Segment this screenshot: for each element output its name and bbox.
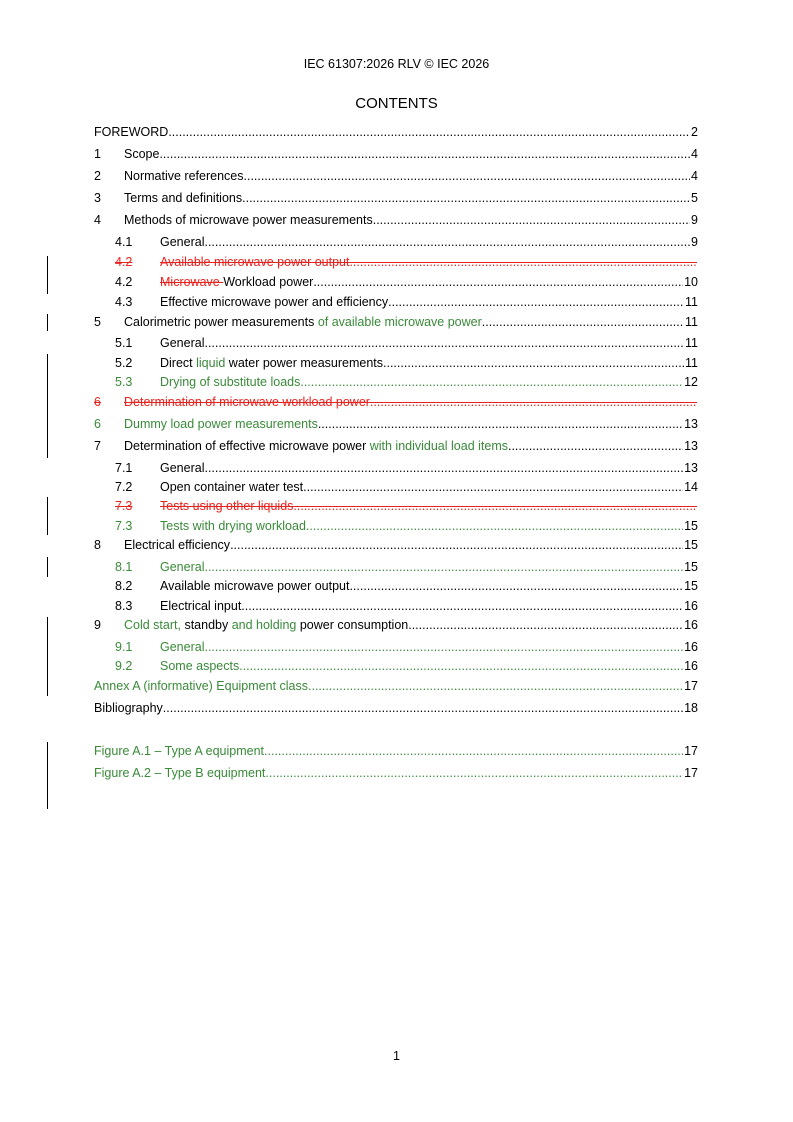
toc-entry-4-2[interactable]	[94, 274, 698, 290]
toc-page-number: 10	[684, 275, 698, 289]
toc-entry-title: Some aspects	[160, 659, 240, 673]
toc-entry-8-3[interactable]	[94, 598, 698, 614]
change-bar	[47, 617, 48, 696]
toc-entry-5[interactable]	[94, 314, 698, 330]
toc-entry-number: 8.1	[115, 560, 133, 574]
toc-entry-annex-a[interactable]	[94, 678, 698, 694]
toc-entry-figure-a-2[interactable]	[94, 765, 698, 781]
toc-entry-number: 7.1	[115, 461, 133, 475]
toc-entry-title: Determination of microwave workload power	[124, 395, 370, 409]
toc-entry-title-part: water power measurements	[225, 356, 384, 370]
toc-entry-title-part: Direct	[160, 356, 197, 370]
toc-entry-number: 4.2	[115, 275, 133, 289]
toc-page-number: 13	[684, 461, 698, 475]
toc-entry-title-part: power consumption	[296, 618, 409, 632]
toc-entry-title: General	[160, 560, 205, 574]
toc-entry-7-2[interactable]	[94, 479, 698, 495]
toc-page-number: 18	[684, 701, 698, 715]
toc-entry-8-1[interactable]	[94, 559, 698, 575]
deleted-text: Microwave	[160, 275, 224, 289]
toc-entry-title: FOREWORD	[94, 125, 169, 139]
toc-entry-title	[124, 617, 408, 633]
toc-page-number: 16	[684, 618, 698, 632]
toc-entry-7-3-deleted[interactable]	[94, 498, 698, 514]
toc-entry-title: Tests using other liquids	[160, 499, 294, 513]
toc-entry-figure-a-1[interactable]	[94, 743, 698, 759]
toc-entry-title: Scope	[124, 147, 160, 161]
toc-entry-title: Drying of substitute loads	[160, 375, 301, 389]
inserted-text: with individual load items	[369, 439, 508, 453]
toc-entry-title: Terms and definitions	[124, 191, 243, 205]
toc-page-number: 13	[684, 417, 698, 431]
toc-entry-title: Dummy load power measurements	[124, 417, 318, 431]
toc-entry-title-part: standby	[180, 618, 232, 632]
toc-entry-7[interactable]	[94, 438, 698, 454]
toc-entry-number: 4	[94, 213, 101, 227]
toc-entry-number: 4.3	[115, 295, 133, 309]
toc-entry-7-1[interactable]	[94, 460, 698, 476]
toc-entry-5-2[interactable]	[94, 355, 698, 371]
toc-page-number: 16	[684, 659, 698, 673]
toc-page-number: 13	[684, 439, 698, 453]
toc-entry-8-2[interactable]	[94, 578, 698, 594]
change-bar	[47, 354, 48, 458]
toc-entry-number: 5	[94, 315, 101, 329]
toc-entry-2[interactable]	[94, 168, 698, 184]
toc-entry-bibliography[interactable]	[94, 700, 698, 716]
page-header: IEC 61307:2026 RLV © IEC 2026	[303, 57, 490, 71]
toc-entry-number: 5.2	[115, 356, 133, 370]
toc-entry-title: General	[160, 640, 205, 654]
toc-entry-title: Annex A (informative) Equipment class	[94, 679, 308, 693]
toc-entry-title: Electrical efficiency	[124, 538, 231, 552]
toc-entry-number: 4.1	[115, 235, 133, 249]
toc-entry-title: Open container water test	[160, 480, 304, 494]
toc-entry-number: 9.1	[115, 640, 133, 654]
toc-entry-title: Bibliography	[94, 701, 163, 715]
change-bar	[47, 497, 48, 535]
change-bar	[47, 314, 48, 331]
toc-entry-3[interactable]	[94, 190, 698, 206]
toc-entry-title: Methods of microwave power measurements	[124, 213, 373, 227]
toc-entry-number: 5.1	[115, 336, 133, 350]
toc-page-number: 17	[684, 679, 698, 693]
toc-entry-1[interactable]	[94, 146, 698, 162]
toc-entry-title: Available microwave power output	[160, 579, 350, 593]
toc-entry-title: Electrical input	[160, 599, 242, 613]
change-bar	[47, 557, 48, 577]
toc-page-number: 16	[684, 599, 698, 613]
toc-page-number: 15	[684, 579, 698, 593]
inserted-text: liquid	[196, 356, 226, 370]
toc-page-number: 5	[691, 191, 698, 205]
toc-entry-number: 7.2	[115, 480, 133, 494]
toc-page-number: 12	[684, 375, 698, 389]
toc-entry-foreword[interactable]	[94, 124, 698, 140]
toc-page-number: 17	[684, 766, 698, 780]
change-bar	[47, 256, 48, 294]
toc-entry-title: Tests with drying workload	[160, 519, 306, 533]
toc-entry-6[interactable]	[94, 416, 698, 432]
toc-page-number: 9	[691, 235, 698, 249]
toc-entry-5-3[interactable]	[94, 374, 698, 390]
toc-entry-title: Figure A.2 – Type B equipment	[94, 766, 266, 780]
toc-entry-title: Effective microwave power and efficiency	[160, 295, 389, 309]
toc-entry-8[interactable]	[94, 537, 698, 553]
toc-entry-number: 5.3	[115, 375, 133, 389]
toc-page-number: 15	[684, 560, 698, 574]
toc-entry-title: Normative references	[124, 169, 244, 183]
toc-entry-number: 1	[94, 147, 101, 161]
toc-entry-number: 6	[94, 417, 101, 431]
toc-entry-4-1[interactable]	[94, 234, 698, 250]
toc-entry-5-1[interactable]	[94, 335, 698, 351]
inserted-text: of available microwave power	[317, 315, 482, 329]
toc-page-number: 14	[684, 480, 698, 494]
toc-entry-number: 7.3	[115, 499, 133, 513]
toc-page-number: 9	[691, 213, 698, 227]
toc-page-number: 11	[685, 356, 698, 370]
toc-entry-title	[124, 438, 508, 454]
toc-entry-number: 7	[94, 439, 101, 453]
toc-entry-9-1[interactable]	[94, 639, 698, 655]
toc-page-number: 11	[685, 315, 698, 329]
toc-page-number: 17	[684, 744, 698, 758]
toc-entry-title: General	[160, 461, 205, 475]
toc-entry-title: Figure A.1 – Type A equipment	[94, 744, 265, 758]
toc-page-number: 4	[691, 169, 698, 183]
toc-entry-number: 7.3	[115, 519, 133, 533]
toc-page-number: 11	[685, 336, 698, 350]
toc-entry-6-deleted[interactable]	[94, 394, 698, 410]
toc-entry-title	[124, 314, 482, 330]
page-title: CONTENTS	[355, 95, 438, 112]
toc-entry-title: General	[160, 235, 205, 249]
toc-entry-title-part: Workload power	[223, 275, 314, 289]
toc-entry-title	[160, 355, 383, 371]
toc-entry-number: 2	[94, 169, 101, 183]
toc-entry-number: 8.3	[115, 599, 133, 613]
toc-entry-number: 6	[94, 395, 101, 409]
toc-entry-9-2[interactable]	[94, 658, 698, 674]
toc-entry-number: 3	[94, 191, 101, 205]
toc-entry-4-2-deleted[interactable]	[94, 254, 698, 270]
toc-entry-title: Available microwave power output	[160, 255, 350, 269]
toc-entry-title	[160, 274, 313, 290]
toc-entry-title-part: Determination of effective microwave power	[124, 439, 370, 453]
inserted-text: Cold start,	[124, 618, 181, 632]
toc-entry-7-3[interactable]	[94, 518, 698, 534]
toc-page-number: 16	[684, 640, 698, 654]
toc-entry-4[interactable]	[94, 212, 698, 228]
toc-page-number: 15	[684, 538, 698, 552]
toc-entry-number: 8	[94, 538, 101, 552]
toc-entry-title: General	[160, 336, 205, 350]
toc-entry-4-3[interactable]	[94, 294, 698, 310]
toc-page-number: 2	[691, 125, 698, 139]
toc-page-number: 11	[685, 295, 698, 309]
toc-entry-number: 9	[94, 618, 101, 632]
toc-entry-number: 4.2	[115, 255, 133, 269]
change-bar	[47, 742, 48, 809]
toc-entry-title-part: Calorimetric power measurements	[124, 315, 318, 329]
inserted-text: and holding	[231, 618, 297, 632]
toc-page-number: 15	[684, 519, 698, 533]
toc-entry-9[interactable]	[94, 617, 698, 633]
page-number: 1	[393, 1049, 400, 1063]
toc-entry-number: 9.2	[115, 659, 133, 673]
toc-entry-number: 8.2	[115, 579, 133, 593]
toc-page-number: 4	[691, 147, 698, 161]
